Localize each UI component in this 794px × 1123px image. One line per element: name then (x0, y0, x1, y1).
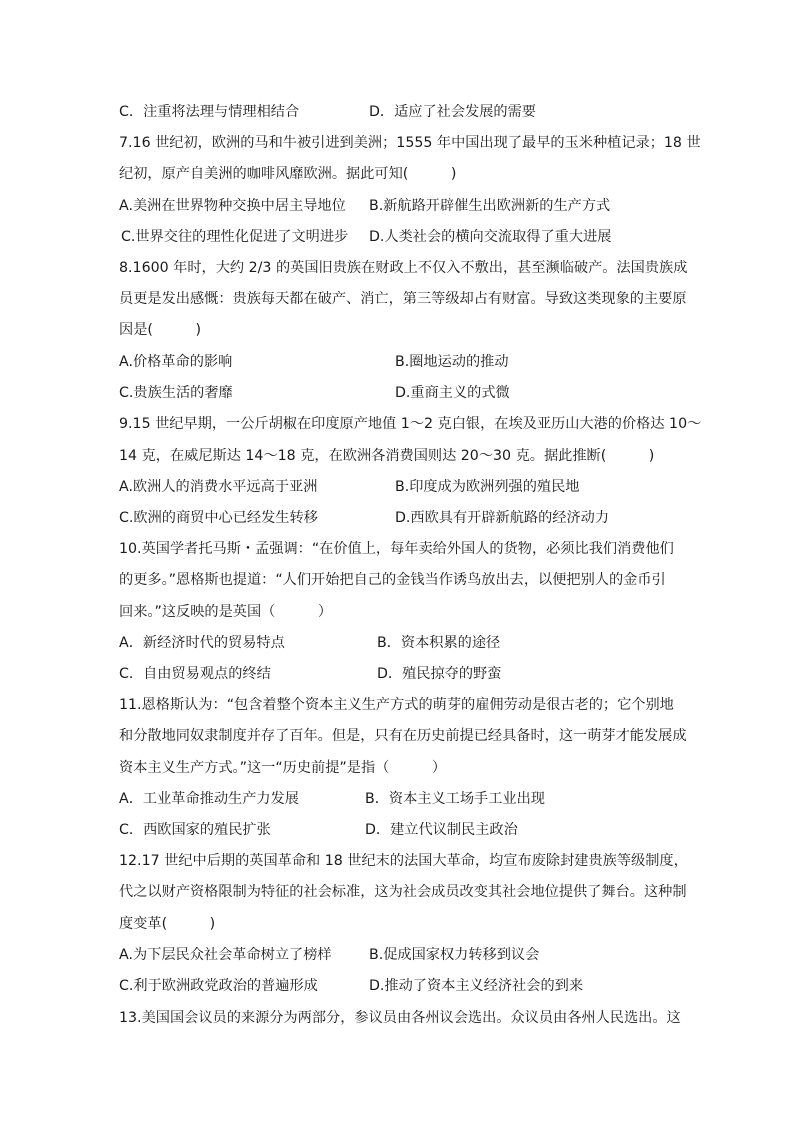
q7-option-c: C.世界交往的理性化促进了文明进步 (121, 229, 349, 245)
q11-option-a: A．工业革命推动生产力发展 (119, 791, 299, 807)
q11-stem-line-1: 11.恩格斯认为：“包含着整个资本主义生产方式的萌芽的雇佣劳动是很古老的；它个别地 (119, 697, 674, 713)
q11-option-d: D．建立代议制民主政治 (365, 822, 518, 838)
q8-option-a: A.价格革命的影响 (119, 354, 233, 370)
q9-stem-line-1: 9.15 世纪早期，一公斤胡椒在印度原产地值 1～2 克白银，在埃及亚历山大港的价格达 10～ (119, 416, 702, 432)
q10-option-b: B．资本积累的途径 (377, 635, 501, 651)
q11-option-b: B．资本主义工场手工业出现 (365, 791, 545, 807)
q8-stem-line-2: 员更是发出感慨：贵族每天都在破产、消亡，第三等级却占有财富。导致这类现象的主要原 (119, 291, 687, 307)
q12-stem-line-2: 代之以财产资格限制为特征的社会标准，这为社会成员改变其社会地位提供了舞台。这种制 (119, 884, 687, 900)
q9-option-c: C.欧洲的商贸中心已经发生转移 (119, 510, 318, 526)
q12-stem-line-1: 12.17 世纪中后期的英国革命和 18 世纪末的法国大革命，均宣布废除封建贵族等级制度， (119, 853, 688, 869)
q10-option-d: D．殖民掠夺的野蛮 (377, 666, 502, 682)
q7-stem-line-2: 纪初，原产自美洲的咖啡风靡欧洲。据此可知( ) (119, 166, 457, 182)
q12-option-a: A.为下层民众社会革命树立了榜样 (119, 947, 332, 963)
q9-option-d: D.西欧具有开辟新航路的经济动力 (395, 510, 610, 526)
q11-stem-line-2: 和分散地同奴隶制度并存了百年。但是，只有在历史前提已经具备时，这一萌芽才能发展成 (119, 728, 687, 744)
q9-stem-line-2: 14 克，在威尼斯达 14～18 克，在欧洲各消费国则达 20～30 克。据此推断( ) (119, 448, 655, 464)
q10-stem-line-2: 的更多。”恩格斯也提道：“人们开始把自己的金钱当作诱鸟放出去，以便把别人的金币引 (119, 572, 666, 588)
q8-option-c: C.贵族生活的奢靡 (119, 385, 233, 401)
q10-stem-line-3: 回来。”这反映的是英国（ ） (119, 604, 333, 620)
q6-option-c: C．注重将法理与情理相结合 (119, 104, 300, 120)
q10-stem-line-1: 10.英国学者托马斯・孟强调：“在价值上，每年卖给外国人的货物，必须比我们消费他们 (119, 541, 674, 557)
q7-stem-line-1: 7.16 世纪初，欧洲的马和牛被引进到美洲；1555 年中国出现了最早的玉米种植记录；18 世 (119, 135, 701, 151)
q8-stem-line-1: 8.1600 年时，大约 2/3 的英国旧贵族在财政上不仅入不敷出，甚至濒临破产。法国贵族成 (119, 260, 688, 276)
q9-option-a: A.欧洲人的消费水平远高于亚洲 (119, 479, 318, 495)
q7-option-b: B.新航路开辟催生出欧洲新的生产方式 (369, 198, 611, 214)
q12-option-d: D.推动了资本主义经济社会的到来 (369, 978, 584, 994)
q12-option-b: B.促成国家权力转移到议会 (369, 947, 540, 963)
q10-option-c: C．自由贸易观点的终结 (119, 666, 271, 682)
q7-option-d: D.人类社会的横向交流取得了重大进展 (369, 229, 612, 245)
q12-option-c: C.利于欧洲政党政治的普遍形成 (119, 978, 318, 994)
q13-stem-line-1: 13.美国国会议员的来源分为两部分，参议员由各州议会选出。众议员由各州人民选出。这 (119, 1010, 681, 1026)
q9-option-b: B.印度成为欧洲列强的殖民地 (395, 479, 580, 495)
q11-stem-line-3: 资本主义生产方式。”这一“历史前提”是指（ ） (119, 760, 447, 776)
q12-stem-line-3: 度变革( ) (119, 916, 216, 932)
q8-option-b: B.圈地运动的推动 (395, 354, 509, 370)
q10-option-a: A．新经济时代的贸易特点 (119, 635, 285, 651)
q7-option-a: A.美洲在世界物种交换中居主导地位 (119, 198, 346, 214)
q8-stem-line-3: 因是( ) (119, 322, 202, 338)
q11-option-c: C．西欧国家的殖民扩张 (119, 822, 271, 838)
q8-option-d: D.重商主义的式微 (395, 385, 510, 401)
q6-option-d: D．适应了社会发展的需要 (369, 104, 536, 120)
